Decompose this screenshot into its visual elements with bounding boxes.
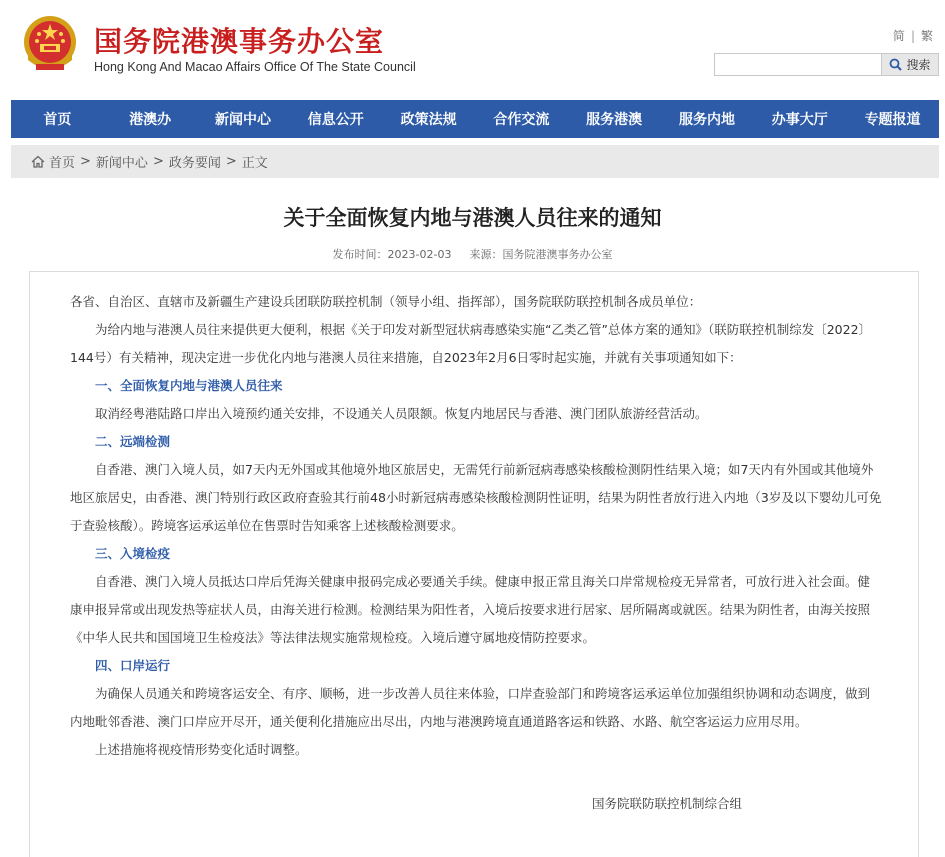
breadcrumb-news[interactable]: 新闻中心 [95,156,148,171]
breadcrumb-separator: > [80,154,91,169]
search-button-label: 搜索 [906,58,931,72]
paragraph: 取消经粤港陆路口岸出入境预约通关安排，不设通关人员限额。恢复内地居民与香港、澳门团队旅游经营活动。 [95,406,708,421]
article-body [29,271,919,857]
search-input[interactable] [714,53,881,76]
nav-item-policies[interactable]: 政策法规 [400,112,457,128]
search-box [714,53,939,76]
breadcrumb-current: 正文 [241,156,268,171]
article-title: 关于全面恢复内地与港澳人员往来的通知 [283,206,662,230]
section-heading: 二、远端检测 [95,434,171,449]
breadcrumb-separator: > [152,154,164,169]
paragraph: 自香港、澳门入境人员抵达口岸后凭海关健康申报码完成必要通关手续。健康申报正常且海关口岸常规检疫无异常者，可放行进入社会面。健康申报异常或出现发热等症状人员，由海关进行检测。检测结果为阳性者，入境后按要求进行居家、居所隔离或就医。结果为阴性者，由海关按照《中华人民共和国国境卫生检疫法》等法律法规实施常规检疫。入境后遵守属地疫情防控要求。 [70,574,871,645]
lang-simplified-link[interactable]: 简 [892,29,905,43]
nav-item-hkmao[interactable]: 港澳办 [129,112,172,128]
section-heading: 四、口岸运行 [95,658,171,673]
article-content [70,288,882,764]
breadcrumb-home[interactable]: 首页 [49,156,76,171]
nav-item-info-disclosure[interactable]: 信息公开 [307,112,364,128]
home-icon [31,155,45,168]
lang-traditional-link[interactable]: 繁 [920,29,933,43]
salutation: 各省、自治区、直辖市及新疆生产建设兵团联防联控机制（领导小组、指挥部），国务院联防联控机制各成员单位： [70,294,702,309]
article-meta [0,246,945,262]
breadcrumb [11,145,939,178]
site-title-cn[interactable]: 国务院港澳事务办公室 [94,25,385,58]
paragraph: 上述措施将视疫情形势变化适时调整。 [95,742,308,757]
nav-item-news[interactable]: 新闻中心 [214,112,271,128]
breadcrumb-separator: > [225,154,237,169]
search-button[interactable] [881,53,939,76]
nav-item-serve-hkmacao[interactable]: 服务港澳 [586,112,643,128]
search-icon [889,58,902,71]
nav-item-home[interactable]: 首页 [43,112,72,128]
paragraph: 为确保人员通关和跨境客运安全、有序、顺畅，进一步改善人员往来体验，口岸查验部门和跨境客运承运单位加强组织协调和动态调度，做到内地毗邻香港、澳门口岸应开尽开，通关便利化措施应出尽出，内地与港澳跨境直通道路客运和铁路、水路、航空客运运力应用尽用。 [70,686,871,729]
nav-item-cooperation[interactable]: 合作交流 [493,112,550,128]
paragraph: 为给内地与港澳人员往来提供更大便利，根据《关于印发对新型冠状病毒感染实施“乙类乙管”总体方案的通知》（联防联控机制综发〔2022〕144号）有关精神，现决定进一步优化内地与港澳人员往来措施，自2023年2月6日零时起实施，并就有关事项通知如下： [70,322,872,365]
section-heading: 三、入境检疫 [95,546,171,561]
article-source: 来源：国务院港澳事务办公室 [469,248,613,261]
paragraph: 自香港、澳门入境人员，如7天内无外国或其他境外地区旅居史，无需凭行前新冠病毒感染核酸检测阴性结果入境；如7天内有外国或其他境外地区旅居史，由香港、澳门特别行政区政府查验其行前48小时新冠病毒感染核酸检测阴性证明，结果为阴性者放行进入内地（3岁及以下婴幼儿可免于查验核酸）。跨境客运承运单位在售票时告知乘客上述核酸检测要求。 [70,462,882,533]
breadcrumb-gov-news[interactable]: 政务要闻 [168,156,221,171]
language-switch [893,27,933,44]
nav-item-special-reports[interactable]: 专题报道 [864,112,921,128]
site-header [0,0,945,100]
national-emblem-icon[interactable] [22,14,78,74]
nav-item-service-hall[interactable]: 办事大厅 [771,112,828,128]
lang-separator: | [910,29,915,43]
nav-item-serve-mainland[interactable]: 服务内地 [678,112,735,128]
publish-time: 发布时间：2023-02-03 [332,248,452,261]
section-heading: 一、全面恢复内地与港澳人员往来 [95,378,283,393]
article-signature: 国务院联防联控机制综合组 [592,796,743,811]
site-title-en: Hong Kong And Macao Affairs Office Of The State Council [94,60,416,74]
main-nav [11,100,939,138]
